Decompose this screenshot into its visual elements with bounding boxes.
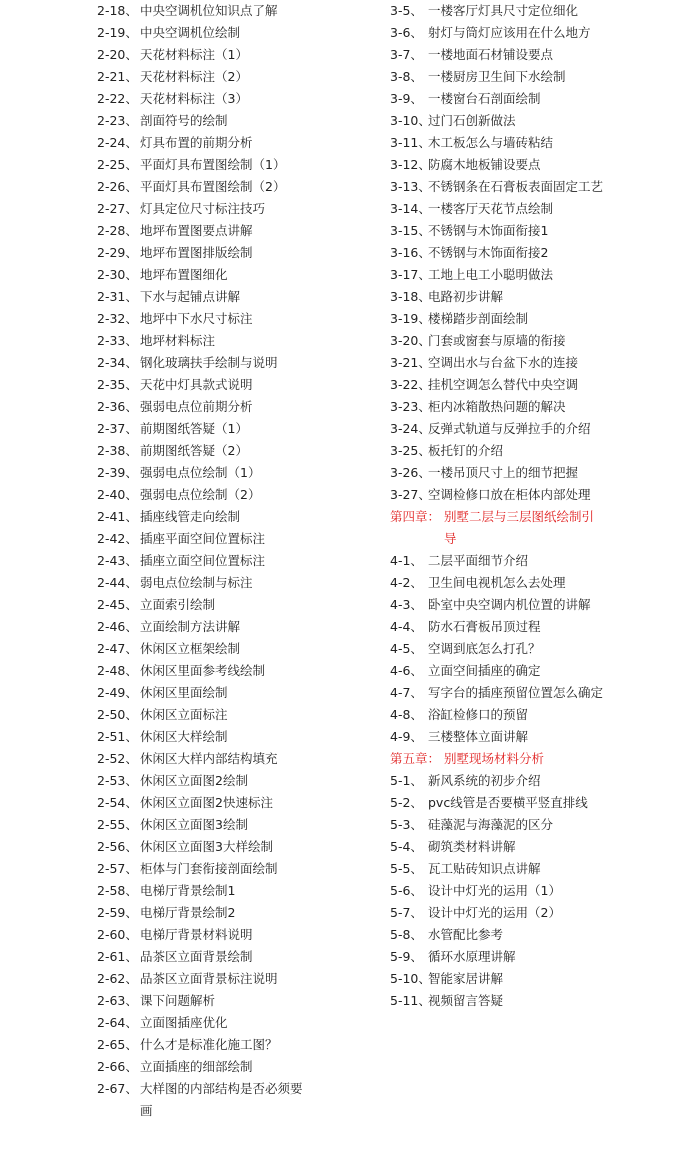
list-item	[97, 330, 342, 352]
item-text: 一楼窗台石剖面绘制	[428, 91, 541, 106]
item-text: 木工板怎么与墙砖粘结	[428, 135, 554, 150]
item-text: 中央空调机位绘制	[140, 25, 241, 40]
item-number: 2-63、	[97, 993, 138, 1008]
item-text: 电梯厅背景绘制1	[140, 883, 236, 898]
item-number: 4-4、	[390, 619, 423, 634]
chapter-title: 别墅二层与三层图纸绘制引导	[444, 509, 595, 546]
list-item	[390, 330, 695, 352]
item-text: 设计中灯光的运用（2）	[428, 905, 561, 920]
item-number: 2-55、	[97, 817, 138, 832]
list-item	[390, 924, 695, 946]
item-number: 2-66、	[97, 1059, 138, 1074]
item-text: 地坪布置图细化	[140, 267, 228, 282]
list-item	[390, 396, 695, 418]
list-item	[390, 462, 695, 484]
item-number: 3-5、	[390, 3, 423, 18]
item-number: 3-24、	[390, 421, 431, 436]
list-item	[390, 242, 695, 264]
item-text: 天花材料标注（2）	[140, 69, 248, 84]
list-item	[97, 110, 342, 132]
list-item	[97, 0, 342, 22]
item-number: 2-42、	[97, 531, 138, 546]
item-number: 2-49、	[97, 685, 138, 700]
item-number: 4-1、	[390, 553, 423, 568]
list-item	[390, 352, 695, 374]
item-text: 立面图插座优化	[140, 1015, 228, 1030]
list-item	[390, 220, 695, 242]
item-number: 2-61、	[97, 949, 138, 964]
item-text: 立面索引绘制	[140, 597, 216, 612]
item-number: 3-8、	[390, 69, 423, 84]
item-number: 2-24、	[97, 135, 138, 150]
item-text: 二层平面细节介绍	[428, 553, 529, 568]
item-text: 水管配比参考	[428, 927, 504, 942]
item-number: 2-54、	[97, 795, 138, 810]
list-item	[97, 902, 342, 924]
item-text: 插座平面空间位置标注	[140, 531, 266, 546]
item-number: 2-52、	[97, 751, 138, 766]
list-item	[97, 286, 342, 308]
list-item	[97, 1056, 342, 1078]
item-text: 电梯厅背景材料说明	[140, 927, 253, 942]
list-item	[97, 1078, 342, 1122]
item-text: 楼梯踏步剖面绘制	[428, 311, 529, 326]
item-text: 循环水原理讲解	[428, 949, 516, 964]
item-number: 4-8、	[390, 707, 423, 722]
item-text: 硅藻泥与海藻泥的区分	[428, 817, 554, 832]
item-text: 射灯与筒灯应该用在什么地方	[428, 25, 591, 40]
item-number: 2-30、	[97, 267, 138, 282]
item-text: 视频留言答疑	[428, 993, 504, 1008]
list-item	[390, 726, 695, 748]
item-number: 2-35、	[97, 377, 138, 392]
item-text: 电路初步讲解	[428, 289, 504, 304]
item-text: 天花材料标注（3）	[140, 91, 248, 106]
list-item	[390, 418, 695, 440]
item-text: 课下问题解析	[140, 993, 216, 1008]
list-item	[97, 374, 342, 396]
item-number: 3-12、	[390, 157, 431, 172]
item-text: 写字台的插座预留位置怎么确定	[428, 685, 604, 700]
list-item	[390, 484, 695, 506]
list-item	[97, 550, 342, 572]
item-text: pvc线管是否要横平竖直排线	[428, 795, 588, 810]
item-number: 2-20、	[97, 47, 138, 62]
item-text: 休闲区里面参考线绘制	[140, 663, 266, 678]
item-text: 一楼地面石材铺设要点	[428, 47, 554, 62]
item-text: 电梯厅背景绘制2	[140, 905, 236, 920]
list-item	[97, 660, 342, 682]
item-text: 强弱电点位绘制（2）	[140, 487, 261, 502]
list-item	[97, 726, 342, 748]
item-number: 2-33、	[97, 333, 138, 348]
item-number: 3-18、	[390, 289, 431, 304]
item-number: 2-29、	[97, 245, 138, 260]
list-item	[97, 748, 342, 770]
item-text: 下水与起铺点讲解	[140, 289, 241, 304]
list-item	[97, 352, 342, 374]
chapter-number: 第四章：	[390, 509, 441, 524]
item-number: 2-65、	[97, 1037, 138, 1052]
list-item	[390, 770, 695, 792]
list-item	[97, 66, 342, 88]
item-text: 强弱电点位前期分析	[140, 399, 253, 414]
item-number: 4-9、	[390, 729, 423, 744]
list-item	[390, 198, 695, 220]
list-item	[97, 1034, 342, 1056]
item-text: 一楼客厅灯具尺寸定位细化	[428, 3, 579, 18]
list-item	[390, 132, 695, 154]
item-text: 地坪布置图排版绘制	[140, 245, 253, 260]
item-number: 2-18、	[97, 3, 138, 18]
list-item	[97, 572, 342, 594]
item-text: 弱电点位绘制与标注	[140, 575, 253, 590]
list-item	[390, 704, 695, 726]
list-item	[97, 462, 342, 484]
chapter-title: 别墅现场材料分析	[444, 751, 545, 766]
item-number: 5-1、	[390, 773, 423, 788]
list-item	[390, 682, 695, 704]
item-text: 地坪材料标注	[140, 333, 216, 348]
list-item	[97, 638, 342, 660]
item-text: 灯具布置的前期分析	[140, 135, 253, 150]
item-number: 2-67、	[97, 1081, 138, 1096]
item-number: 5-4、	[390, 839, 423, 854]
list-item	[97, 968, 342, 990]
list-item	[390, 154, 695, 176]
item-number: 2-53、	[97, 773, 138, 788]
item-number: 5-3、	[390, 817, 423, 832]
item-text: 插座立面空间位置标注	[140, 553, 266, 568]
item-text: 空调出水与台盆下水的连接	[428, 355, 579, 370]
item-number: 2-46、	[97, 619, 138, 634]
item-number: 2-22、	[97, 91, 138, 106]
list-item	[97, 506, 342, 528]
item-text: 不锈钢与木饰面衔接2	[428, 245, 549, 260]
list-item	[390, 176, 695, 198]
list-item	[97, 440, 342, 462]
item-text: 休闲区里面绘制	[140, 685, 228, 700]
item-text: 防水石膏板吊顶过程	[428, 619, 541, 634]
item-number: 3-26、	[390, 465, 431, 480]
item-text: 防腐木地板铺设要点	[428, 157, 541, 172]
item-number: 5-11、	[390, 993, 431, 1008]
item-number: 5-6、	[390, 883, 423, 898]
item-text: 剖面符号的绘制	[140, 113, 228, 128]
list-item	[390, 858, 695, 880]
list-item	[390, 990, 695, 1012]
item-text: 挂机空调怎么替代中央空调	[428, 377, 579, 392]
list-item	[97, 418, 342, 440]
item-number: 3-25、	[390, 443, 431, 458]
list-item	[97, 792, 342, 814]
list-item	[97, 946, 342, 968]
item-text: 品茶区立面背景绘制	[140, 949, 253, 964]
list-item	[97, 924, 342, 946]
list-item	[97, 1012, 342, 1034]
item-text: 休闲区立面图2快速标注	[140, 795, 273, 810]
list-item	[97, 814, 342, 836]
item-text: 休闲区立框架绘制	[140, 641, 241, 656]
list-item	[97, 220, 342, 242]
item-number: 2-58、	[97, 883, 138, 898]
item-number: 2-37、	[97, 421, 138, 436]
item-number: 3-17、	[390, 267, 431, 282]
item-text: 中央空调机位知识点了解	[140, 3, 278, 18]
item-number: 2-62、	[97, 971, 138, 986]
item-number: 2-34、	[97, 355, 138, 370]
item-text: 强弱电点位绘制（1）	[140, 465, 261, 480]
item-number: 5-7、	[390, 905, 423, 920]
item-text: 灯具定位尺寸标注技巧	[140, 201, 266, 216]
list-item	[97, 682, 342, 704]
item-number: 2-59、	[97, 905, 138, 920]
item-number: 5-2、	[390, 795, 423, 810]
list-item	[97, 22, 342, 44]
list-item	[97, 242, 342, 264]
list-item	[390, 308, 695, 330]
item-number: 2-60、	[97, 927, 138, 942]
item-text: 三楼整体立面讲解	[428, 729, 529, 744]
list-item	[390, 44, 695, 66]
item-number: 2-43、	[97, 553, 138, 568]
list-item	[390, 88, 695, 110]
item-number: 2-36、	[97, 399, 138, 414]
item-text: 休闲区大样绘制	[140, 729, 228, 744]
item-number: 2-40、	[97, 487, 138, 502]
item-text: 智能家居讲解	[428, 971, 504, 986]
list-item	[390, 264, 695, 286]
item-text: 钢化玻璃扶手绘制与说明	[140, 355, 278, 370]
item-text: 空调检修口放在柜体内部处理	[428, 487, 591, 502]
item-number: 3-7、	[390, 47, 423, 62]
list-item	[390, 374, 695, 396]
list-item	[390, 572, 695, 594]
item-number: 2-26、	[97, 179, 138, 194]
list-item	[390, 550, 695, 572]
item-text: 休闲区立面图2绘制	[140, 773, 248, 788]
item-text: 平面灯具布置图绘制（2）	[140, 179, 286, 194]
list-item	[97, 528, 342, 550]
item-text: 休闲区立面标注	[140, 707, 228, 722]
item-number: 2-19、	[97, 25, 138, 40]
item-number: 2-38、	[97, 443, 138, 458]
list-item	[390, 0, 695, 22]
item-text: 卫生间电视机怎么去处理	[428, 575, 566, 590]
item-number: 2-64、	[97, 1015, 138, 1030]
item-text: 一楼吊顶尺寸上的细节把握	[428, 465, 579, 480]
list-item	[390, 946, 695, 968]
list-item	[97, 396, 342, 418]
item-number: 2-32、	[97, 311, 138, 326]
list-item	[97, 198, 342, 220]
item-text: 空调到底怎么打孔？	[428, 641, 541, 656]
item-text: 不锈钢条在石膏板表面固定工艺	[428, 179, 604, 194]
item-text: 立面空间插座的确定	[428, 663, 541, 678]
item-number: 3-20、	[390, 333, 431, 348]
item-text: 平面灯具布置图绘制（1）	[140, 157, 286, 172]
item-text: 前期图纸答疑（1）	[140, 421, 248, 436]
item-number: 2-41、	[97, 509, 138, 524]
list-item	[390, 440, 695, 462]
item-text: 天花中灯具款式说明	[140, 377, 253, 392]
list-item	[97, 880, 342, 902]
item-number: 3-15、	[390, 223, 431, 238]
list-item	[97, 858, 342, 880]
item-number: 3-27、	[390, 487, 431, 502]
item-number: 2-50、	[97, 707, 138, 722]
list-item	[390, 616, 695, 638]
item-number: 3-16、	[390, 245, 431, 260]
item-text: 大样图的内部结构是否必须要画	[140, 1081, 303, 1118]
chapter-heading	[390, 748, 695, 770]
list-item	[390, 902, 695, 924]
list-item	[97, 88, 342, 110]
list-item	[97, 616, 342, 638]
item-number: 2-31、	[97, 289, 138, 304]
item-number: 2-21、	[97, 69, 138, 84]
list-item	[97, 836, 342, 858]
list-item	[390, 638, 695, 660]
item-text: 板托钉的介绍	[428, 443, 504, 458]
item-number: 2-44、	[97, 575, 138, 590]
item-number: 2-28、	[97, 223, 138, 238]
item-number: 2-51、	[97, 729, 138, 744]
item-number: 4-2、	[390, 575, 423, 590]
item-text: 品茶区立面背景标注说明	[140, 971, 278, 986]
item-number: 2-23、	[97, 113, 138, 128]
item-number: 4-7、	[390, 685, 423, 700]
item-number: 3-23、	[390, 399, 431, 414]
list-item	[390, 110, 695, 132]
item-number: 3-21、	[390, 355, 431, 370]
item-text: 卧室中央空调内机位置的讲解	[428, 597, 591, 612]
item-text: 前期图纸答疑（2）	[140, 443, 248, 458]
item-text: 不锈钢与木饰面衔接1	[428, 223, 549, 238]
list-item	[97, 990, 342, 1012]
item-number: 2-57、	[97, 861, 138, 876]
item-number: 3-11、	[390, 135, 431, 150]
item-number: 2-27、	[97, 201, 138, 216]
chapter-number: 第五章：	[390, 751, 441, 766]
item-text: 休闲区立面图3绘制	[140, 817, 248, 832]
item-text: 地坪中下水尺寸标注	[140, 311, 253, 326]
item-text: 地坪布置图要点讲解	[140, 223, 253, 238]
chapter-heading	[390, 506, 695, 550]
list-item	[390, 594, 695, 616]
item-number: 3-9、	[390, 91, 423, 106]
list-item	[390, 286, 695, 308]
item-text: 一楼客厅天花节点绘制	[428, 201, 554, 216]
item-number: 2-47、	[97, 641, 138, 656]
list-item	[390, 814, 695, 836]
item-text: 浴缸检修口的预留	[428, 707, 529, 722]
item-number: 5-5、	[390, 861, 423, 876]
item-text: 设计中灯光的运用（1）	[428, 883, 561, 898]
item-text: 一楼厨房卫生间下水绘制	[428, 69, 566, 84]
item-text: 反弹式轨道与反弹拉手的介绍	[428, 421, 591, 436]
list-item	[97, 132, 342, 154]
list-item	[97, 264, 342, 286]
list-item	[390, 66, 695, 88]
list-item	[390, 836, 695, 858]
item-number: 2-45、	[97, 597, 138, 612]
item-text: 柜内冰箱散热问题的解决	[428, 399, 566, 414]
item-text: 门套或窗套与原墙的衔接	[428, 333, 566, 348]
item-text: 新风系统的初步介绍	[428, 773, 541, 788]
list-item	[390, 792, 695, 814]
item-number: 2-56、	[97, 839, 138, 854]
item-number: 3-13、	[390, 179, 431, 194]
item-number: 4-3、	[390, 597, 423, 612]
item-number: 2-25、	[97, 157, 138, 172]
item-number: 3-19、	[390, 311, 431, 326]
item-text: 什么才是标准化施工图？	[140, 1037, 278, 1052]
list-item	[97, 770, 342, 792]
item-number: 3-22、	[390, 377, 431, 392]
item-number: 5-9、	[390, 949, 423, 964]
item-text: 插座线管走向绘制	[140, 509, 241, 524]
item-text: 过门石创新做法	[428, 113, 516, 128]
item-number: 5-10、	[390, 971, 431, 986]
item-number: 3-14、	[390, 201, 431, 216]
right-column	[390, 0, 695, 1012]
item-text: 立面绘制方法讲解	[140, 619, 241, 634]
item-number: 3-10、	[390, 113, 431, 128]
item-text: 天花材料标注（1）	[140, 47, 248, 62]
item-text: 休闲区立面图3大样绘制	[140, 839, 273, 854]
item-number: 4-6、	[390, 663, 423, 678]
list-item	[97, 484, 342, 506]
item-number: 3-6、	[390, 25, 423, 40]
item-text: 休闲区大样内部结构填充	[140, 751, 278, 766]
list-item	[97, 704, 342, 726]
list-item	[97, 176, 342, 198]
item-text: 立面插座的细部绘制	[140, 1059, 253, 1074]
list-item	[97, 44, 342, 66]
list-item	[97, 308, 342, 330]
list-item	[390, 968, 695, 990]
list-item	[390, 660, 695, 682]
item-text: 瓦工贴砖知识点讲解	[428, 861, 541, 876]
item-number: 2-39、	[97, 465, 138, 480]
list-item	[97, 594, 342, 616]
item-number: 2-48、	[97, 663, 138, 678]
list-item	[390, 880, 695, 902]
item-text: 砌筑类材料讲解	[428, 839, 516, 854]
item-text: 工地上电工小聪明做法	[428, 267, 554, 282]
item-number: 4-5、	[390, 641, 423, 656]
left-column	[97, 0, 342, 1122]
item-number: 5-8、	[390, 927, 423, 942]
list-item	[390, 22, 695, 44]
list-item	[97, 154, 342, 176]
item-text: 柜体与门套衔接剖面绘制	[140, 861, 278, 876]
